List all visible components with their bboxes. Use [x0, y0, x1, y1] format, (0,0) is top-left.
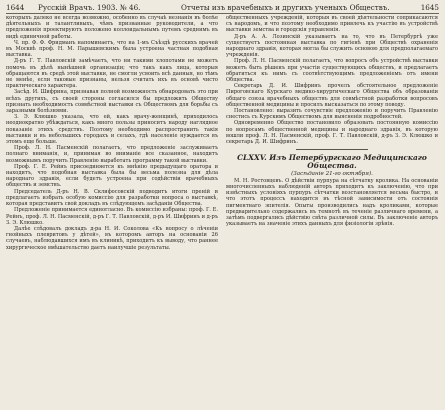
paragraph: общественныхъ учрежденій, которыя въ своей дѣятельности соприкасаются съ народомъ, и что поэтому необходимо привлечь къ участію въ устройствѣ выставки земства и городскія управленія. — [226, 15, 438, 34]
section-date: (Засѣданіе 21-го октября). — [291, 170, 373, 177]
paragraph: Одновременно Общество постановило образовать постоянную комиссію по вопросамъ общественной медицины и народнаго здравія, въ которую вошли проф. Л. Н. Пасменскій, проф. Г. Т. Павловскій, д-ръ З. Э. Клюшко и секретарь Д. И. Шифринъ. — [226, 120, 438, 146]
paragraph: Ч. пр. Ф. Ф. Фридманъ напоминаетъ, что на 1-мъ Съѣздѣ русскихъ врачей въ Москвѣ проф. Н. М. Парышевскимъ была устроена частная подобная выставка. — [6, 39, 218, 59]
paragraph: Д-ръ А. А. Лозинскій указываетъ на то, что въ Петербургѣ уже существуетъ постоянная выставка по гигіенѣ при Обществѣ охраненія народнаго здравія, которая могла бы служить основою для предполагаемаго учрежденія. — [226, 33, 438, 59]
paragraph: Председатель Д-ръ Н. В. Склифосовскій подводитъ итоги преній и предлагаетъ избрать особую комиссію для разработки вопроса о выставкѣ, которая представитъ свой докладъ въ слѣдующемъ засѣданіи Общества. — [6, 188, 218, 208]
section-heading: Отчеты изъ врачебныхъ и другихъ ученыхъ Обществъ. — [181, 3, 390, 12]
paragraph: Проф. Г. Е. Рейнъ присоединяется къ мнѣнію предыдущаго оратора и находитъ, что подобная выставка была бы весьма полезна для дѣла народнаго здравія, если будетъ устроена при содѣйствіи врачебныхъ обществъ и земствъ. — [6, 163, 218, 189]
left-column — [6, 15, 218, 409]
column-number: 1645 — [420, 3, 439, 12]
paragraph: З. Э. Клюшко указала, что ей, какъ врачу-женщинѣ, приходилось неоднократно убѣждаться, какъ много пользы приноситъ народу наглядное показаніе этихъ средствъ. Поэтому необходимо распространить такія выставки и въ небольшихъ городахъ и селахъ, гдѣ населеніе нуждается въ этомъ еще больше. — [6, 114, 218, 146]
section-text: М. Н. Ростовцевъ. О дѣйствіи пурпура на сѣтчатку кролика. На основаніи многочисленныхъ наблюденій авторъ приходитъ къ заключенію, что при извѣстныхъ условіяхъ пурпуръ сѣтчатки возстановляется весьма быстро, и что этотъ процессъ находится въ тѣсной зависимости отъ состоянія пигментнаго эпителія. Опыты производились надъ кроликами, которые предварительно содержались въ темнотѣ въ теченіе различнаго времени, а затѣмъ подвергались дѣйствію свѣта различной силы. Въ заключеніе авторъ указываетъ на значеніе этихъ данныхъ для физіологіи зрѣнія. — [226, 177, 438, 228]
paragraph: Д-ръ Г. Т. Павловскій замѣчаетъ, что ни такими хлопотами не можетъ помочь въ дѣлѣ нынѣшней организаціи; что такъ какъ лица, которыя обращаются въ средѣ этой выставки, не смогли усвоить всѣ данныя, но тѣмъ не менѣе, если таковые признаны, нельзя считать ихъ въ основѣ чисто практическаго характера. — [6, 58, 218, 90]
journal-title: Русскій Врачъ. 1903. № 46. — [38, 3, 141, 12]
section-title: CLXXV. Изъ Петербургскаго Медицинскаго Общества. — [237, 152, 427, 171]
paragraph: Секретарь Д. И. Шифринъ прочелъ обстоятельное предложеніе Пироговскаго Курскаго медико-хирургическаго Общества объ образованіи общаго союза врачебныхъ обществъ для совмѣстной разработки вопросовъ общественной медицины и просилъ высказаться по этому поводу. — [226, 83, 438, 108]
page-header — [6, 2, 439, 14]
paragraph: Засѣд. И. Шифрина, признавая полной возможность обнародовать это при всѣхъ другихъ, съ своей стороны согласился бы предложить Обществу признать необходимость совмѣстной выставки съ Обществомъ для борьбы съ заразными болѣзнями. — [6, 89, 218, 115]
paragraph: Далѣе слѣдовалъ докладъ д-ра Н. И. Соколова «Къ вопросу о лѣченіи гнойныхъ плевритовъ у дѣтей», въ которомъ авторъ на основаніи 26 случаевъ, наблюдавшихся имъ въ клиникѣ, приходитъ къ выводу, что раннее хирургическое вмѣшательство даетъ наилучшіе результаты. — [6, 225, 218, 251]
page-number: 1644 — [6, 3, 25, 12]
section-divider — [296, 149, 368, 150]
paragraph: Предложеніе принимается единогласно. Въ комиссію избраны: проф. Г. Е. Рейнъ, проф. Л. Н. Пасменскій, д-ръ Г. Т. Павловскій, д-ръ И. Шифринъ и д-ръ З. Э. Клюшко. — [6, 207, 218, 226]
paragraph: Проф. Л. Н. Пасменскій полагаетъ, что вопросъ объ устройствѣ выставки можетъ быть рѣшенъ при участіи существующихъ обществъ, и предлагаетъ обратиться къ нимъ съ соотвѣтствующимъ предложеніемъ отъ имени Общества. — [226, 58, 438, 84]
paragraph: Проф. Л. Н. Пасменскій полагаетъ, что предложеніе заслуживаетъ полнаго вниманія, и, принимая во вниманіе все сказанное, находитъ возможнымъ поручить Правленію выработать программу такой выставки. — [6, 145, 218, 164]
right-column — [226, 15, 438, 409]
paragraph: Постановлено: выразить сочувствіе предложенію и поручить Правленію снестись съ Курскимъ Обществомъ для выясненія подробностей. — [226, 108, 438, 121]
paragraph: которыхъ далеко не всегда возможно, особенно въ случаѣ незнанія въ болѣе дѣятельныхъ и талантливыхъ, чѣмъ призванные руководители, а что предложенія проектируютъ положено коллоидальнымъ путемъ среднимъ въ видѣ единичной работы. — [6, 15, 218, 40]
